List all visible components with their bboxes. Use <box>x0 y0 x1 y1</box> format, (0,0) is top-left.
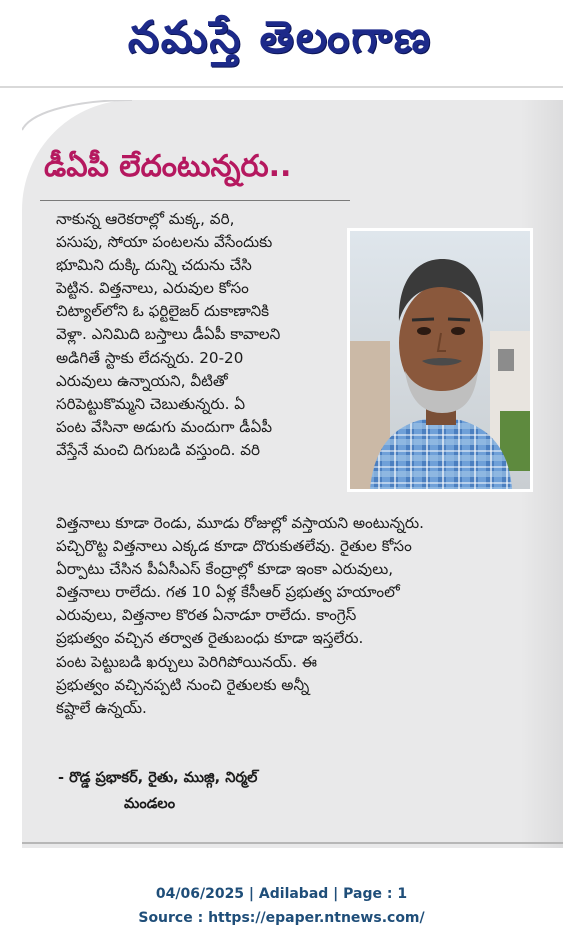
card-bottom-divider <box>22 842 563 844</box>
body-line: కష్టాలే ఉన్నయ్. <box>56 698 147 717</box>
byline-mandal: మండలం <box>124 796 176 812</box>
body-line: పెట్టిన. విత్తనాలు, ఎరువుల కోసం <box>56 279 249 298</box>
body-line: అడిగితే స్టాకు లేదన్నరు. 20-20 <box>56 348 244 367</box>
article-byline <box>58 765 438 817</box>
article-body-narrow <box>56 208 536 462</box>
masthead-divider <box>0 86 563 88</box>
body-line: నాకున్న ఆరెకరాల్లో మక్క, వరి, <box>56 210 235 228</box>
body-line: ఎరువులు ఉన్నాయని, వీటితో <box>56 371 228 390</box>
newspaper-logo: నమస్తే తెలంగాణ <box>127 12 433 63</box>
byline-name: - రొడ్డ ప్రభాకర్, రైతు, ముజ్గి, నిర్మల్ <box>58 770 258 786</box>
body-line: పంట వేసినా అడుగు మందుగా డీఏపీ <box>56 417 273 436</box>
body-line: పంట పెట్టుబడి ఖర్చులు పెరిగిపోయినయ్. ఈ <box>56 652 317 671</box>
article-headline: డీఏపీ లేదంటున్నరు.. <box>44 149 292 184</box>
body-line: సరిపెట్టుకొమ్మని చెబుతున్నరు. ఏ <box>56 394 246 413</box>
body-line: విత్తనాలు కూడా రెండు, మూడు రోజుల్లో వస్తాయని అంటున్నరు. <box>56 514 424 532</box>
body-line: వేస్తేనే మంచి దిగుబడి వస్తుంది. వరి <box>56 440 261 459</box>
headline-divider <box>40 200 350 201</box>
body-line: ప్రభుత్వం వచ్చిన తర్వాత రైతుబంధు కూడా ఇస్తలేరు. <box>56 629 364 648</box>
body-line: పసుపు, సోయా పంటలను వేసేందుకు <box>56 233 273 252</box>
body-line: ఏర్పాటు చేసిన పీఏసీఎస్ కేంద్రాల్లో కూడా ఇంకా ఎరువులు, <box>56 560 394 579</box>
footer-edition-info: 04/06/2025 | Adilabad | Page : 1 <box>155 886 408 902</box>
body-line: భూమిని దుక్కి దున్ని చదును చేసి <box>56 256 252 275</box>
body-line: ఎరువులు, విత్తనాల కొరత ఏనాడూ రాలేదు. కాంగ్రెస్ <box>56 606 357 625</box>
body-line: వెళ్లా. ఎనిమిది బస్తాలు డీఏపీ కావాలని <box>56 325 281 344</box>
masthead <box>0 0 563 80</box>
article-body-wide <box>56 512 536 720</box>
body-line: పచ్చిరొట్ట విత్తనాలు ఎక్కడ కూడా దొరుకుతలేవు. రైతుల కోసం <box>56 537 412 556</box>
body-line: ప్రభుత్వం వచ్చినప్పటి నుంచి రైతులకు అన్నీ <box>56 675 310 694</box>
body-line: చిట్యాల్‌లోని ఓ ఫర్టిలైజర్ దుకాణానికి <box>56 302 270 321</box>
footer-source-link[interactable]: Source : https://epaper.ntnews.com/ <box>138 910 425 926</box>
body-line: విత్తనాలు రాలేదు. గత 10 ఏళ్ల కేసీఆర్ ప్రభుత్వ హయాంలో <box>56 583 400 602</box>
